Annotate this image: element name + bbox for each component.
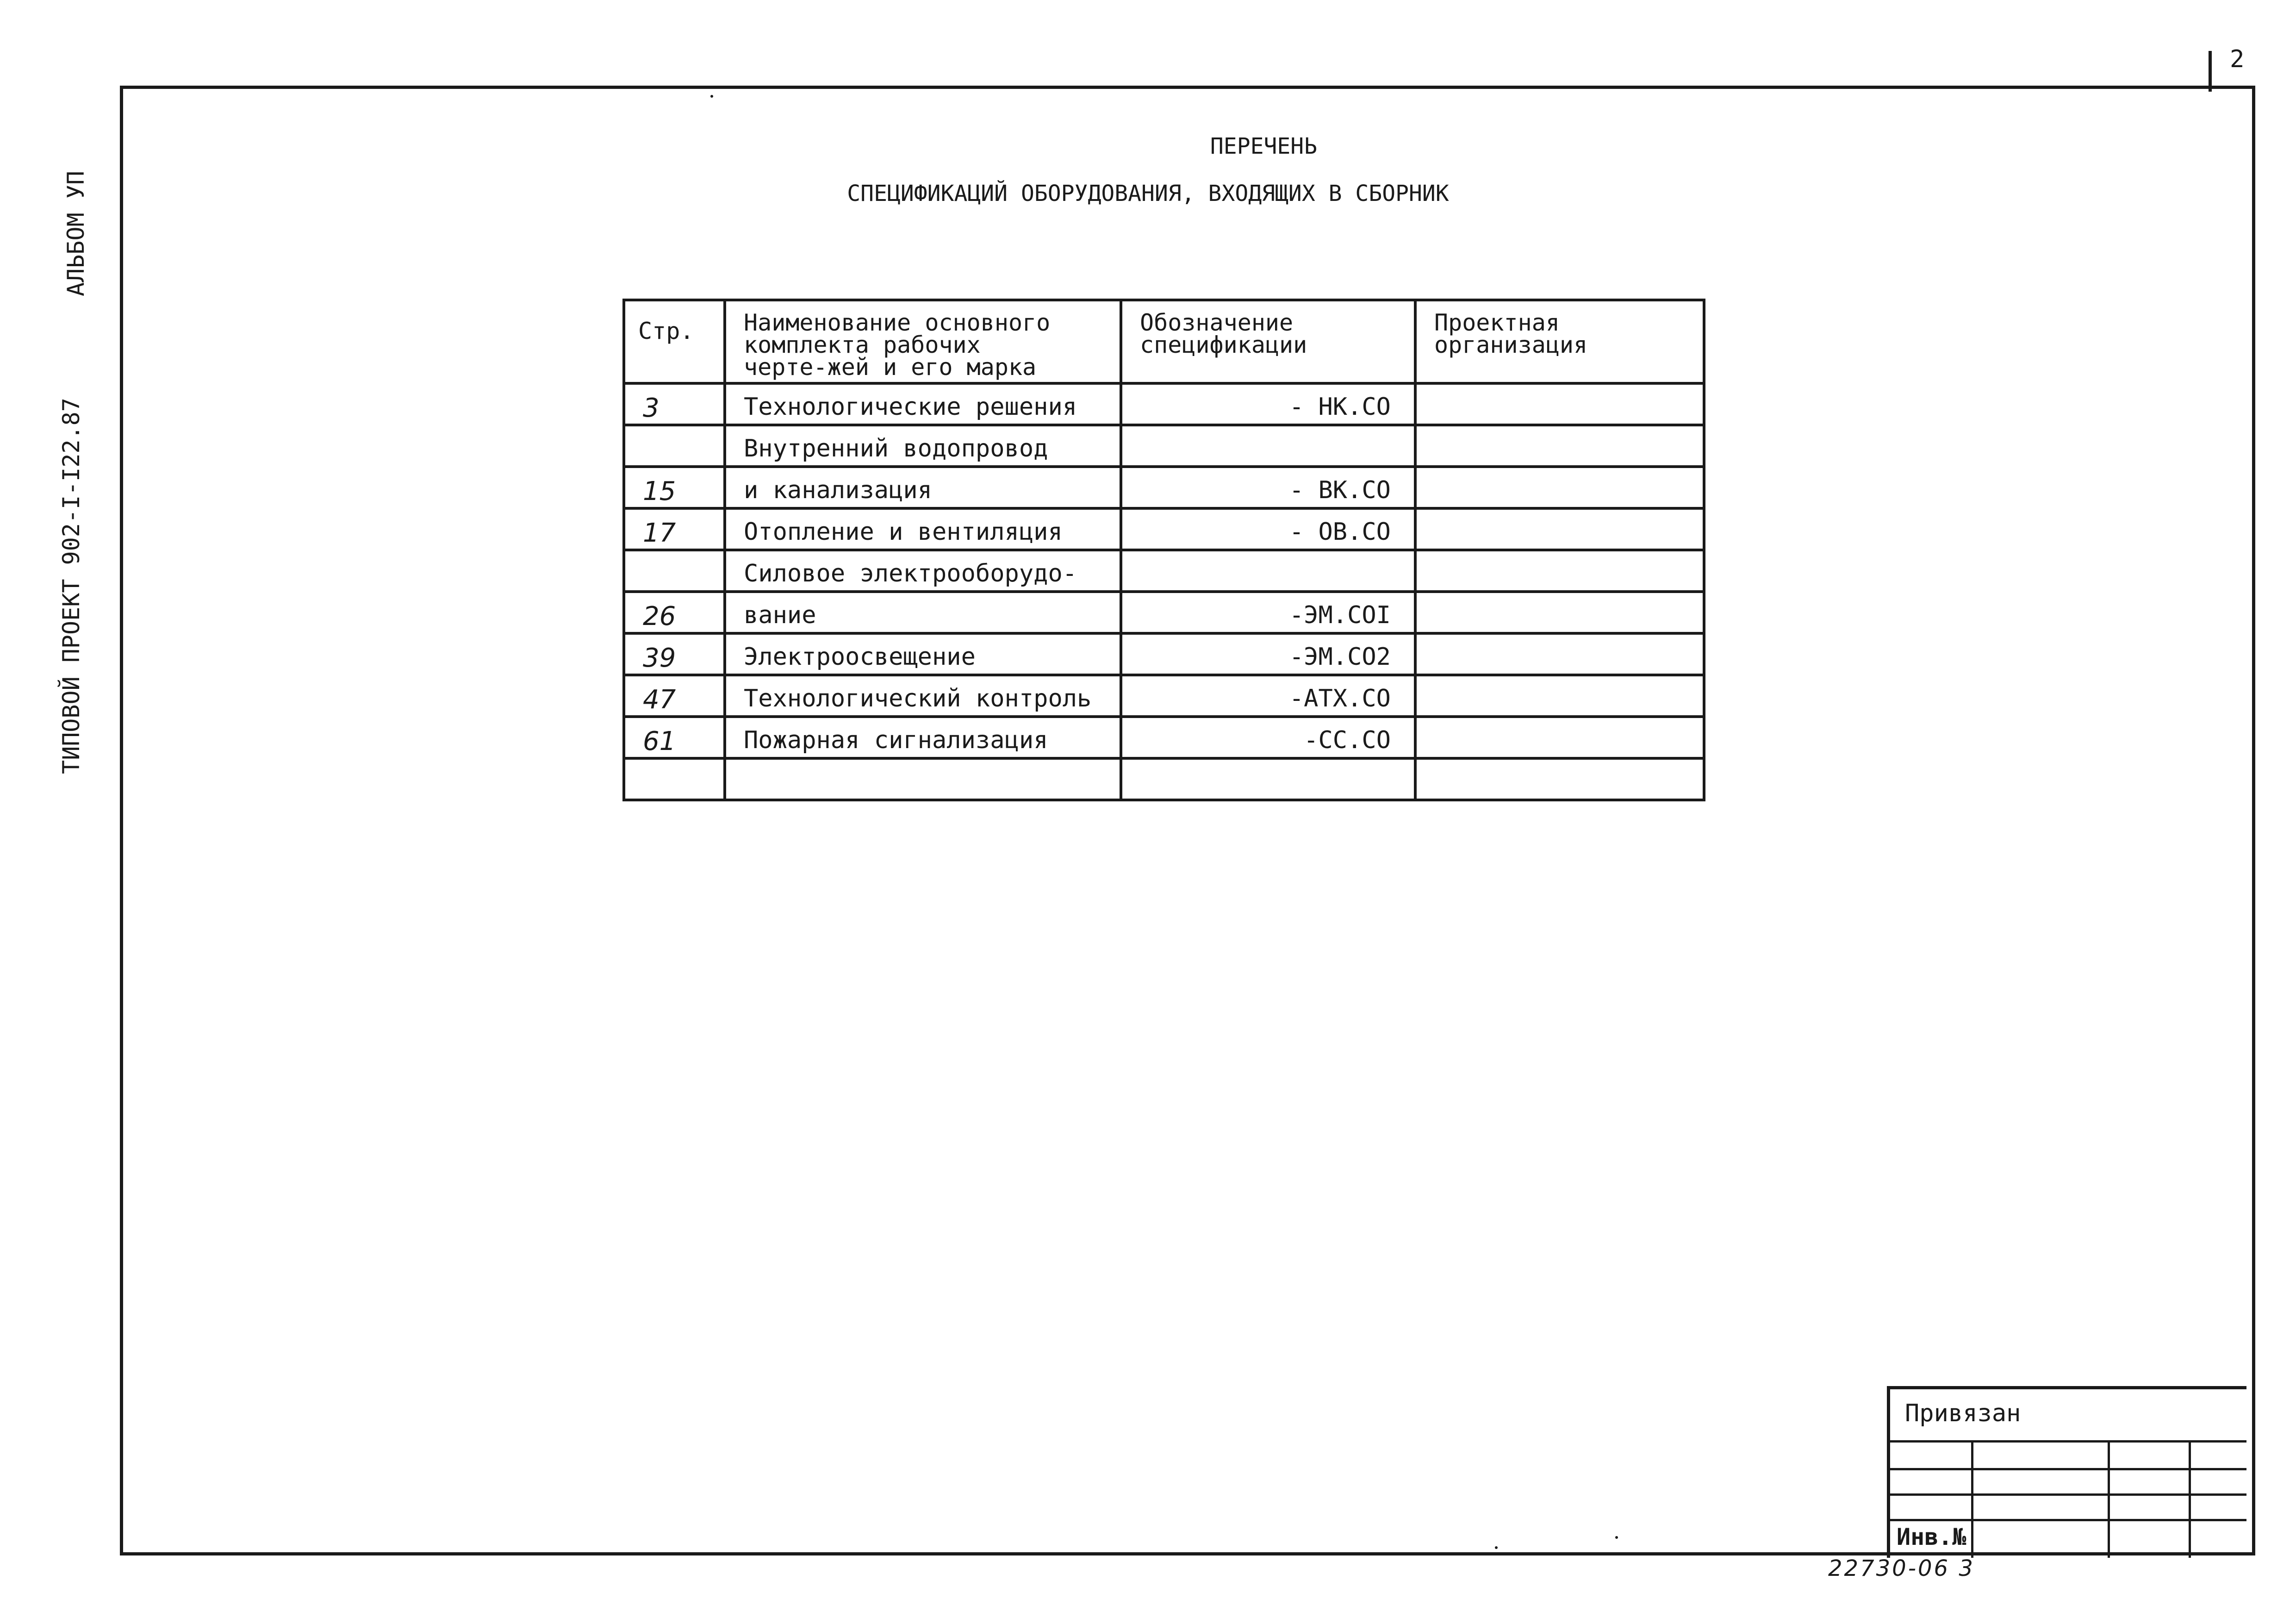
row-page [624, 425, 725, 467]
page-title [0, 133, 2296, 159]
row-page: 3 [624, 383, 725, 425]
stamp-line [1890, 1493, 2246, 1496]
row-code: -ЭМ.СО2 [1121, 633, 1415, 675]
stamp-divider [2108, 1440, 2110, 1558]
table-row [624, 467, 1704, 508]
document-number: 22730-06 3 [1828, 1555, 1975, 1581]
row-org [1415, 383, 1704, 425]
row-code [1121, 425, 1415, 467]
binding-stamp [1887, 1386, 2246, 1558]
table-row [624, 758, 1704, 800]
header-org [1415, 300, 1704, 383]
row-code: -ЭМ.СОI [1121, 592, 1415, 633]
stamp-line [1890, 1440, 2246, 1443]
side-album-label: АЛЬБОМ УП [62, 171, 89, 296]
row-page: 15 [624, 467, 725, 508]
table-row [624, 550, 1704, 592]
table-row [624, 592, 1704, 633]
page-subtitle [0, 181, 2296, 206]
spec-table [622, 299, 1705, 801]
header-page: Стр. [624, 300, 725, 383]
header-code [1121, 300, 1415, 383]
row-name: и канализация [725, 467, 1121, 508]
table-row [624, 633, 1704, 675]
row-code: - НК.СО [1121, 383, 1415, 425]
table-row [624, 717, 1704, 758]
stamp-line [1890, 1519, 2246, 1521]
row-page [624, 758, 725, 800]
row-page: 26 [624, 592, 725, 633]
title-line1: ПЕРЕЧЕНЬ [1210, 133, 1318, 159]
row-code [1121, 550, 1415, 592]
row-name [725, 758, 1121, 800]
sheet-number: 2 [2230, 45, 2245, 73]
row-page: 17 [624, 508, 725, 550]
row-name: Силовое электрооборудо- [725, 550, 1121, 592]
row-org [1415, 717, 1704, 758]
row-name: Технологический контроль [725, 675, 1121, 717]
header-name [725, 300, 1121, 383]
table-row [624, 383, 1704, 425]
row-name: вание [725, 592, 1121, 633]
row-org [1415, 508, 1704, 550]
row-name: Отопление и вентиляция [725, 508, 1121, 550]
row-org [1415, 758, 1704, 800]
row-code: -АТХ.СО [1121, 675, 1415, 717]
stamp-line [1890, 1468, 2246, 1470]
row-name: Технологические решения [725, 383, 1121, 425]
row-name: Внутренний водопровод [725, 425, 1121, 467]
row-code: -СС.СО [1121, 717, 1415, 758]
stamp-label: Привязан [1905, 1399, 2021, 1427]
table-row [624, 508, 1704, 550]
row-name: Электроосвещение [725, 633, 1121, 675]
table-row [624, 425, 1704, 467]
row-page: 61 [624, 717, 725, 758]
row-code [1121, 758, 1415, 800]
row-name: Пожарная сигнализация [725, 717, 1121, 758]
row-org [1415, 425, 1704, 467]
scan-speck [1615, 1536, 1618, 1539]
row-code: - ВК.СО [1121, 467, 1415, 508]
stamp-divider [1971, 1440, 1973, 1558]
table-row [624, 675, 1704, 717]
scan-speck [710, 95, 713, 98]
header-org-text: Проектная организация [1434, 309, 1588, 358]
row-org [1415, 633, 1704, 675]
scan-speck [1495, 1546, 1498, 1549]
header-code-text: Обозначение спецификации [1140, 309, 1307, 358]
row-org [1415, 675, 1704, 717]
row-page: 39 [624, 633, 725, 675]
header-name-text: Наименование основного комплекта рабочих черте-жей и его марка [744, 309, 1051, 381]
table-header-row [624, 300, 1704, 383]
row-org [1415, 592, 1704, 633]
row-code: - ОВ.СО [1121, 508, 1415, 550]
row-org [1415, 550, 1704, 592]
title-line2: СПЕЦИФИКАЦИЙ ОБОРУДОВАНИЯ, ВХОДЯЩИХ В СБОРНИК [847, 181, 1449, 206]
row-org [1415, 467, 1704, 508]
stamp-divider [2189, 1440, 2191, 1558]
row-page: 47 [624, 675, 725, 717]
row-page [624, 550, 725, 592]
side-project-label: ТИПОВОЙ ПРОЕКТ 902-I-I22.87 [58, 398, 85, 774]
stamp-inventory-label: Инв.№ [1897, 1524, 1966, 1550]
